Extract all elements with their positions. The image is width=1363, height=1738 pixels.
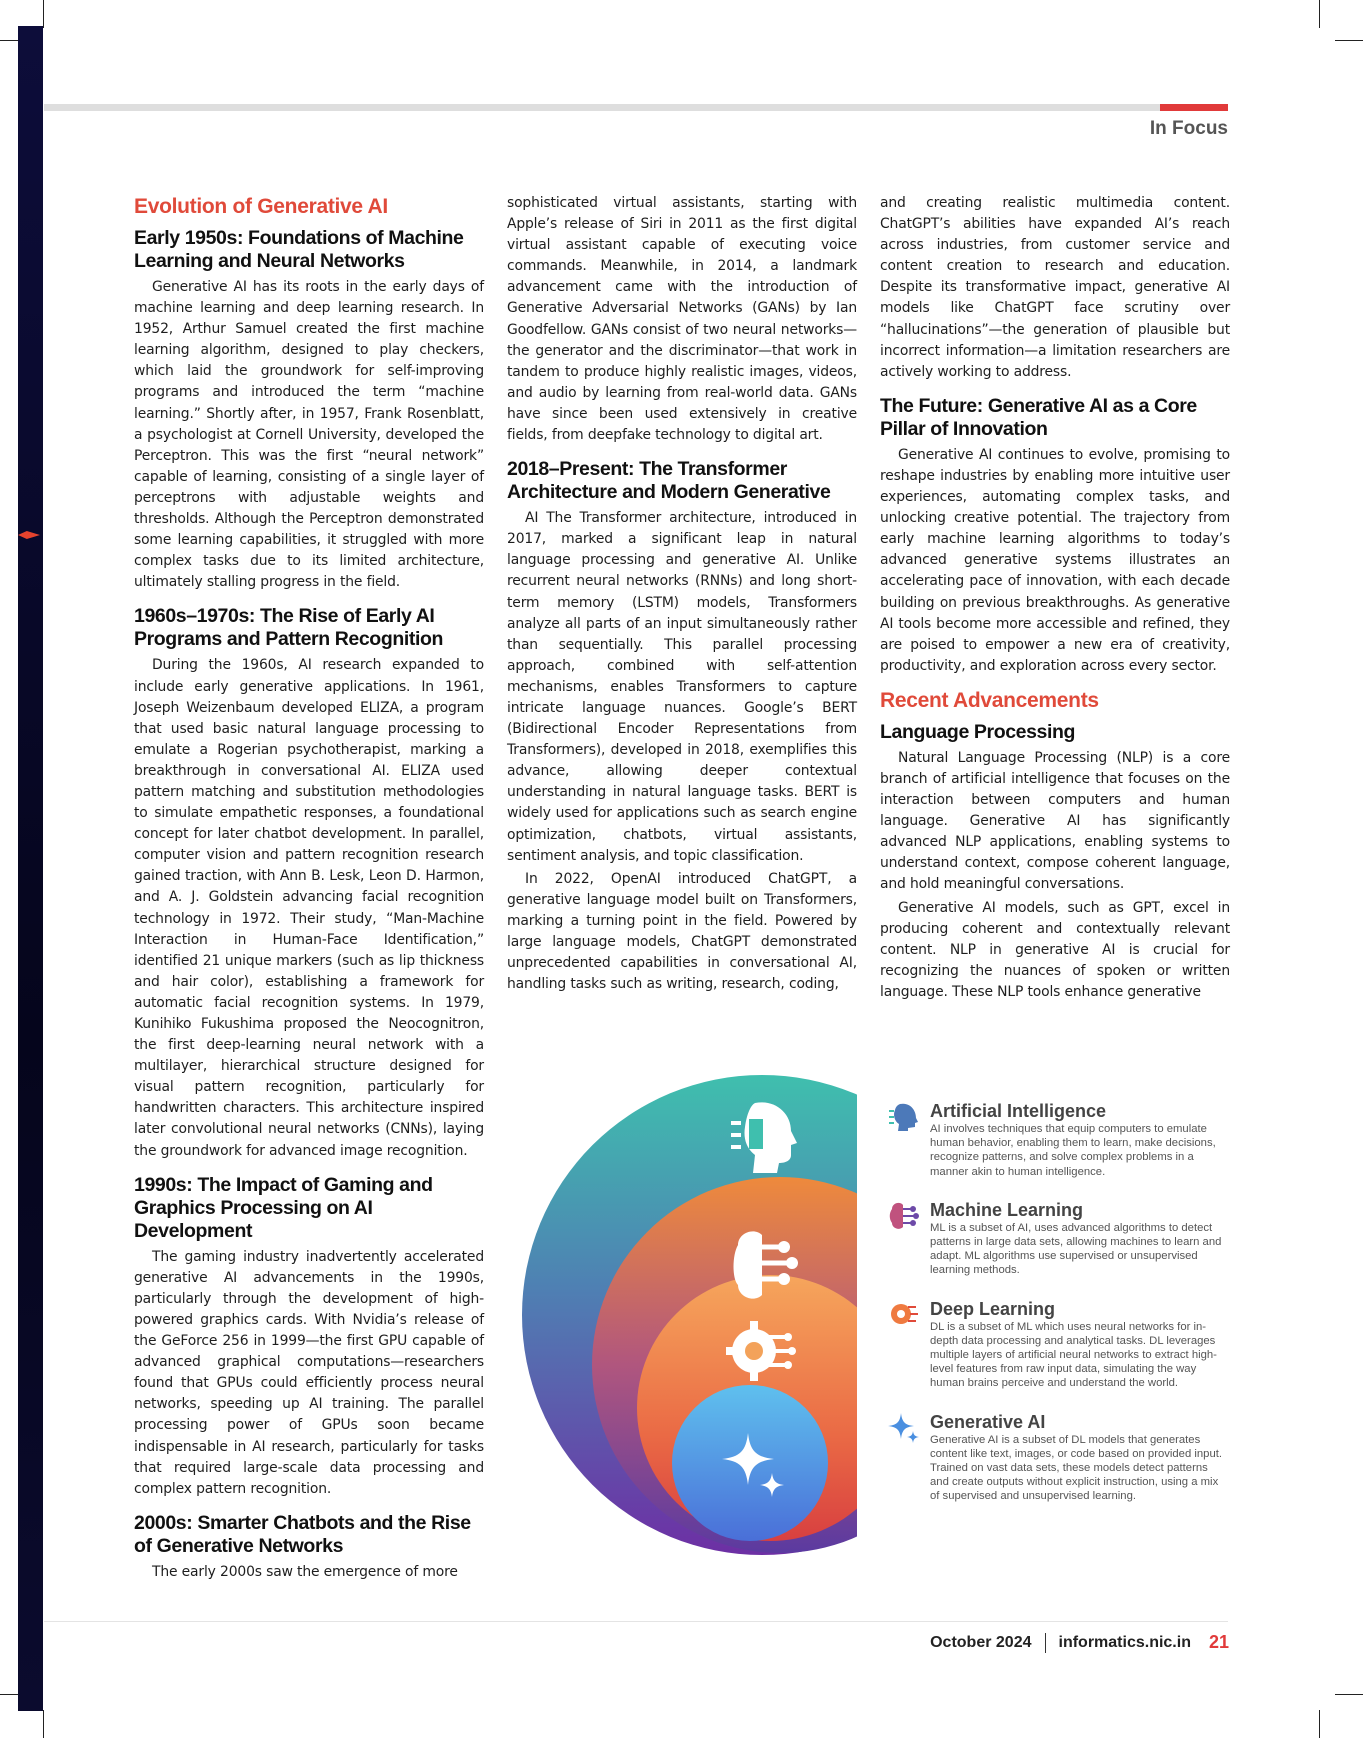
paragraph-1990s: The gaming industry inadvertently accelerated generative AI advancements in the 1990s, particularly through the development of high-powered graphics cards. With Nvidia’s release of the GeForce 256 in 1999—the first GPU capable of advanced graphical computations—researchers found that GPUs could efficiently process neural networks, speeding up AI training. The parallel processing power of GPUs soon became indispensable in AI research, particularly for tasks that required large-scale data processing and complex pattern recognition.: [134, 1248, 484, 1497]
gear-brain-icon: [888, 1298, 920, 1330]
crop-mark: [1335, 40, 1363, 41]
legend-title-ai: Artificial Intelligence: [930, 1101, 1107, 1121]
column-1: [134, 193, 484, 1585]
heading-2018: 2018–Present: The Transformer Architecture and Modern Generative: [507, 458, 831, 504]
footer-rule: [44, 1621, 1228, 1622]
article-title: Evolution of Generative AI: [134, 195, 388, 218]
heading-future: The Future: Generative AI as a Core Pillar of Innovation: [880, 394, 1197, 440]
crop-mark: [1335, 1694, 1363, 1695]
legend-item-gen: [888, 1411, 1228, 1504]
column-3: [880, 193, 1230, 1005]
legend-title-dl: Deep Learning: [930, 1298, 1056, 1319]
heading-2000s: 2000s: Smarter Chatbots and the Rise of Generative Networks: [134, 1511, 471, 1557]
legend-item-ai: [888, 1100, 1228, 1179]
heading-language-processing: Language Processing: [880, 720, 1076, 743]
legend-text-gen: Generative AI is a subset of DL models that generates content like text, images, or code based on provided input. Trained on vast data sets, these models detect patterns and create outputs without explicit instruction, using a mix of supervised and unsupervised learning.: [930, 1433, 1223, 1503]
paragraph-1950s: Generative AI has its roots in the early days of machine learning and deep learning research. In 1952, Arthur Samuel created the first machine learning algorithm, designed to play checkers, which laid the groundwork for self-improving programs and introduced the term “machine learning.” Shortly after, in 1957, Frank Rosenblatt, a psychologist at Cornell University, developed the Perceptron. This was the first “neural network” capable of learning, consisting of a single layer of perceptrons with adjustable weights and thresholds. Although the Perceptron demonstrated some learning capabilities, it struggled with more complex tasks due to its limited architecture, ultimately stalling progress in the field.: [134, 279, 484, 591]
sparkle-icon: [888, 1411, 920, 1443]
page-footer: [930, 1632, 1229, 1653]
section-label: In Focus: [1149, 118, 1228, 139]
issue-date: October 2024: [930, 1633, 1032, 1651]
page-edge-bar: [18, 26, 43, 1711]
infographic-legend: [888, 1100, 1228, 1524]
paragraph-nlp-1: Natural Language Processing (NLP) is a core branch of artificial intelligence that focuses on the interaction between computers and human language. Generative AI has significantly advanced NLP applications, enabling systems to understand context, compose coherent language, and hold meaningful conversations.: [880, 749, 1230, 893]
paragraph-2018: AI The Transformer architecture, introduced in 2017, marked a significant leap in natural language processing and generative AI. Unlike recurrent neural networks (RNNs) and long short-term memory (LSTM) models, Transformers analyze all parts of an input simultaneously rather than sequentially. This parallel processing approach, combined with self-attention mechanisms, enables Transformers to capture intricate language nuances. Google’s BERT (Bidirectional Encoder Representations from Transformers), developed in 2018, exemplifies this advance, allowing deeper contextual understanding in natural language tasks. BERT is widely used for applications such as search engine optimization, chatbots, virtual assistants, sentiment analysis, and topic classification.: [507, 510, 857, 864]
legend-item-dl: [888, 1298, 1228, 1391]
paragraph-2000s-continued: sophisticated virtual assistants, starting with Apple’s release of Siri in 2011 as the first digital virtual assistant capable of executing voice commands. Meanwhile, in 2014, a landmark advancement came with the introduction of Generative Adversarial Networks (GANs) by Ian Goodfellow. GANs consist of two neural networks—the generator and the discriminator—that work in tandem to produce highly realistic images, videos, and audio by learning from real-world data. GANs have since been used extensively in creative fields, from deepfake technology to digital art.: [507, 195, 857, 444]
crop-mark: [43, 0, 44, 28]
legend-text-ai: AI involves techniques that equip computers to emulate human behavior, enabling them to learn, make decisions, recognize patterns, and solve complex problems in a manner akin to human intelligence.: [930, 1123, 1216, 1178]
nested-circles-graphic: [512, 1075, 857, 1555]
paragraph-nlp-2: Generative AI models, such as GPT, excel in producing coherent and contextually relevant content. NLP in generative AI is crucial for recognizing the nuances of spoken or written language. These NLP tools enhance generative: [880, 899, 1230, 1000]
crop-mark: [1319, 0, 1320, 28]
paragraph-2022: In 2022, OpenAI introduced ChatGPT, a generative language model built on Transformers, marking a turning point in the field. Powered by large language models, ChatGPT demonstrated unprecedented capabilities in conversational AI, handling tasks such as writing, research, coding,: [507, 870, 857, 993]
legend-title-gen: Generative AI: [930, 1411, 1046, 1432]
section-title-recent: Recent Advancements: [880, 688, 1099, 712]
column-2: [507, 193, 857, 997]
paragraph-2022-continued: and creating realistic multimedia content. ChatGPT’s abilities have expanded AI’s reach across industries, from customer service and content creation to research and education. Despite its transformative impact, generative AI models like ChatGPT face scrutiny over “hallucinations”—the generation of plausible but incorrect information—a limitation researchers are actively working to address.: [880, 195, 1230, 380]
edge-tick: [18, 531, 40, 539]
header-accent: [1160, 104, 1228, 111]
ai-hierarchy-infographic: [512, 1075, 857, 1555]
brain-network-icon: [888, 1199, 920, 1231]
heading-1960s: 1960s–1970s: The Rise of Early AI Programs and Pattern Recognition: [134, 605, 443, 651]
site-link[interactable]: informatics.nic.in: [1058, 1633, 1191, 1651]
legend-item-ml: [888, 1199, 1228, 1278]
heading-1950s: Early 1950s: Foundations of Machine Learning and Neural Networks: [134, 227, 464, 272]
page-number: 21: [1208, 1632, 1229, 1652]
paragraph-2000s: The early 2000s saw the emergence of more: [152, 1563, 458, 1580]
header-rule: [44, 104, 1160, 111]
legend-text-dl: DL is a subset of ML which uses neural networks for in-depth data processing and analytical tasks. DL leverages multiple layers of artificial neural networks to extract high-level features from raw input data, simulating the way human brains perceive and understand the world.: [930, 1320, 1217, 1390]
legend-text-ml: ML is a subset of AI, uses advanced algorithms to detect patterns in large data sets, allowing machines to learn and adapt. ML algorithms use supervised or unsupervised learning methods.: [930, 1221, 1222, 1277]
heading-1990s: 1990s: The Impact of Gaming and Graphics Processing on AI Development: [134, 1173, 433, 1242]
crop-mark: [1319, 1710, 1320, 1738]
paragraph-future: Generative AI continues to evolve, promising to reshape industries by enabling more intuitive user experiences, automating complex tasks, and unlocking creative potential. The trajectory from early machine learning algorithms to today’s advanced generative systems illustrates an accelerating pace of innovation, with each decade building on previous breakthroughs. As generative AI tools become more accessible and refined, they are poised to empower a new era of creativity, productivity, and exploration across every sector.: [880, 446, 1230, 674]
paragraph-1960s: During the 1960s, AI research expanded to include early generative applications. In 1961, Joseph Weizenbaum developed ELIZA, a program that used basic natural language processing to emulate a Rogerian psychotherapist, marking a breakthrough in conversational AI. ELIZA used pattern matching and substitution methodologies to simulate empathetic responses, a foundational concept for later chatbot development. In parallel, computer vision and pattern recognition research gained traction, with Ann B. Lesk, Leon D. Harmon, and A. J. Goldstein advancing facial recognition technology in 1972. Their study, “Man-Machine Interaction in Human-Face Identification,” identified 21 unique markers (such as lip thickness and hair color), establishing a framework for automatic facial recognition systems. In 1979, Kunihiko Fukushima proposed the Neocognitron, the first deep-learning neural network with a multilayer, hierarchical structure designed for visual pattern recognition, particularly for handwritten characters. This architecture inspired later convolutional neural networks (CNNs), laying the groundwork for advanced image recognition.: [134, 657, 484, 1159]
legend-title-ml: Machine Learning: [930, 1199, 1084, 1220]
ai-head-icon: [888, 1100, 920, 1132]
crop-mark: [43, 1710, 44, 1738]
footer-separator: [1045, 1633, 1046, 1653]
